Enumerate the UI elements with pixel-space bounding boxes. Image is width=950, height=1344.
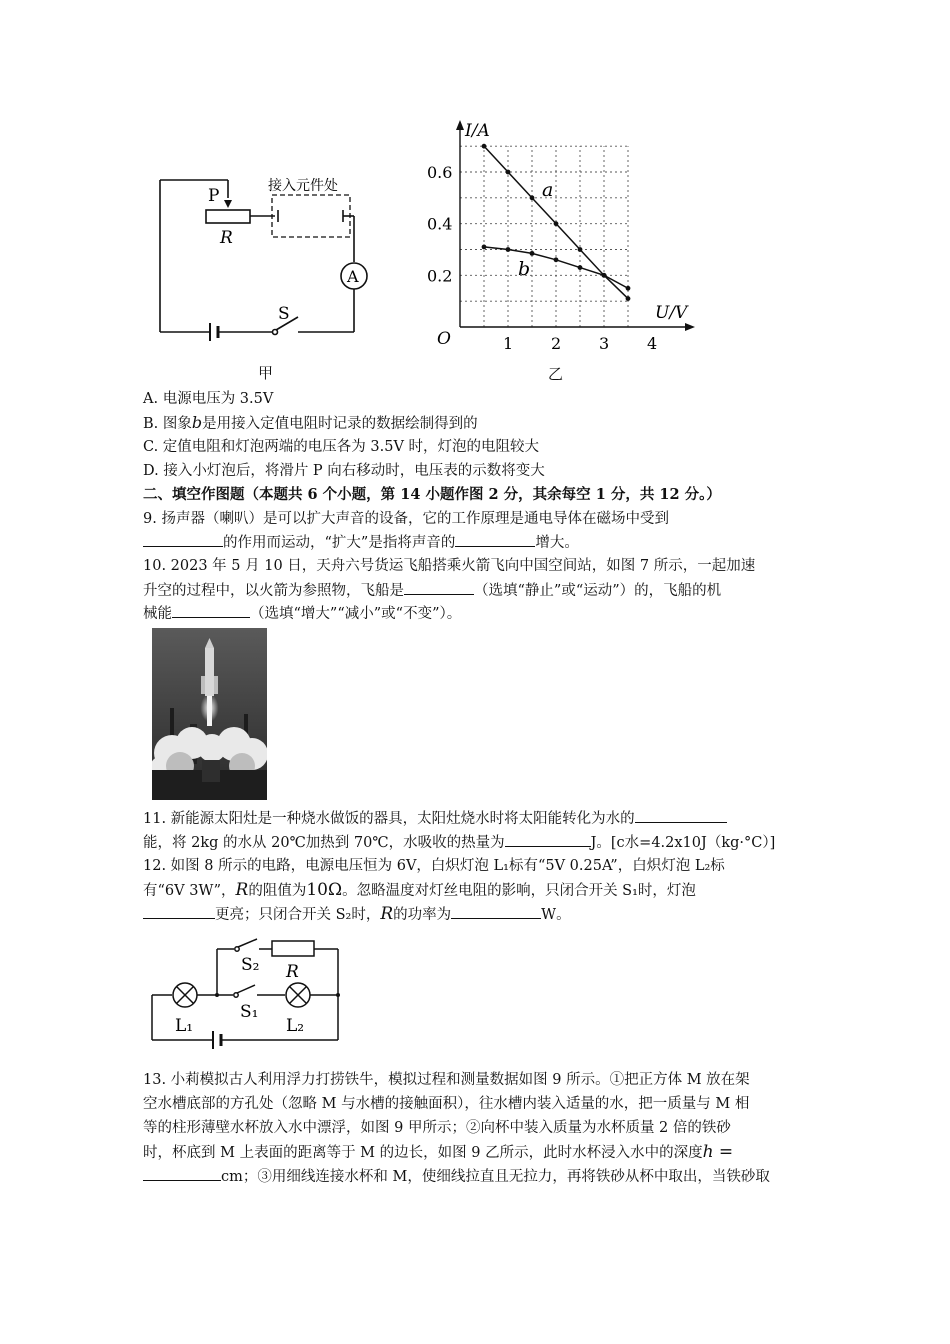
- series-b-point: [578, 265, 583, 270]
- ammeter-label: A: [347, 267, 359, 286]
- series-b-point: [506, 247, 511, 252]
- y-axis-label: I/A: [465, 121, 490, 141]
- q10-blank1[interactable]: [404, 580, 474, 595]
- q13-line5: cm；③用细线连接水杯和 M，使细线拉直且无拉力，再将铁砂从杯中取出，当铁砂取: [143, 1166, 770, 1187]
- option-b: B. 图象b是用接入定值电阻时记录的数据绘制得到的: [143, 413, 478, 432]
- figure-yi-caption: 乙: [548, 365, 564, 383]
- switch-label: S: [278, 304, 290, 324]
- q11-line2: 能，将 2kg 的水从 20℃加热到 70℃，水吸收的热量为 J。[c水=4.2x10J（kg·°C）]: [143, 832, 775, 853]
- x-axis-label: U/V: [655, 303, 688, 323]
- s2-label: S₂: [241, 955, 260, 975]
- q12-line3: 更亮；只闭合开关 S₂时，R的功率为 W。: [143, 904, 571, 925]
- option-c: C. 定值电阻和灯泡两端的电压各为 3.5V 时，灯泡的电阻较大: [143, 439, 540, 455]
- r-label: R: [286, 962, 299, 982]
- series-a-point: [578, 247, 583, 252]
- figure-jia-caption: 甲: [258, 364, 274, 382]
- q10-line3: 械能 （选填“增大”“减小”或“不变”）。: [143, 603, 461, 624]
- x-tick-label: 2: [551, 334, 562, 353]
- origin-label: O: [437, 329, 451, 349]
- q13-blank1[interactable]: [143, 1166, 221, 1181]
- figure8-circuit: [145, 935, 350, 1060]
- x-tick-label: 1: [503, 334, 514, 353]
- l1-label: L₁: [175, 1016, 194, 1036]
- rocket-launch-photo: [152, 628, 267, 800]
- q12-line1: 12. 如图 8 所示的电路，电源电压恒为 6V，白炽灯泡 L₁标有“5V 0.25A”，白炽灯泡 L₂标: [143, 858, 725, 874]
- q10-blank2[interactable]: [172, 603, 250, 618]
- q11-blank1[interactable]: [635, 808, 727, 823]
- option-d: D. 接入小灯泡后，将滑片 P 向右移动时，电压表的示数将变大: [143, 463, 545, 479]
- y-tick-label: 0.4: [427, 214, 453, 234]
- rheostat-label: R: [220, 228, 233, 248]
- l2-label: L₂: [286, 1016, 305, 1036]
- q13-line3: 等的柱形薄壁水杯放入水中漂浮，如图 9 甲所示；②向杯中装入质量为水杯质量 2 倍的铁砂: [143, 1120, 731, 1136]
- slot-label: 接入元件处: [268, 178, 338, 194]
- q13-line1: 13. 小莉模拟古人利用浮力打捞铁牛，模拟过程和测量数据如图 9 所示。①把正方体 M 放在架: [143, 1072, 750, 1088]
- x-tick-label: 4: [647, 334, 658, 353]
- q13-line4: 时，杯底到 M 上表面的距离等于 M 的边长，如图 9 乙所示，此时水杯浸入水中的深度h =: [143, 1142, 734, 1162]
- q10-line1: 10. 2023 年 5 月 10 日，天舟六号货运飞船搭乘火箭飞向中国空间站，如图 7 所示，一起加速: [143, 558, 756, 574]
- series-a-point: [626, 286, 631, 291]
- q12-blank1[interactable]: [143, 904, 215, 919]
- series-a-point: [554, 221, 559, 226]
- option-a: A. 电源电压为 3.5V: [143, 391, 274, 407]
- q11-line1: 11. 新能源太阳灶是一种烧水做饭的器具，太阳灶烧水时将太阳能转化为水的: [143, 808, 727, 829]
- slider-label: P: [208, 186, 220, 206]
- q9-blank2[interactable]: [455, 532, 535, 547]
- q10-line2: 升空的过程中，以火箭为参照物，飞船是 （选填“静止”或“运动”）的，飞船的机: [143, 580, 721, 601]
- series-a-point: [530, 195, 535, 200]
- s1-label: S₁: [240, 1002, 259, 1022]
- rheostat: [206, 210, 250, 223]
- q13-line2: 空水槽底部的方孔处（忽略 M 与水槽的接触面积），往水槽内装入适量的水，把一质量与 M 相: [143, 1096, 750, 1112]
- q9-blank1[interactable]: [143, 532, 223, 547]
- series-b-point: [482, 245, 487, 250]
- series-b-label: b: [518, 258, 531, 280]
- q12-blank2[interactable]: [451, 904, 541, 919]
- series-a-label: a: [542, 179, 554, 201]
- series-a-point: [506, 170, 511, 175]
- series-b-point: [530, 251, 535, 256]
- series-b-point: [626, 296, 631, 301]
- q11-blank2[interactable]: [505, 832, 591, 847]
- series-b-point: [602, 273, 607, 278]
- y-tick-label: 0.6: [427, 163, 453, 182]
- q9-line2: 的作用而运动，“扩大”是指将声音的 增大。: [143, 532, 579, 553]
- section-heading: 二、填空作图题（本题共 6 个小题，第 14 小题作图 2 分，其余每空 1 分，共 12 分。）: [143, 486, 721, 503]
- x-tick-label: 3: [599, 334, 610, 353]
- figure-yi-chart: [425, 112, 710, 357]
- series-a-point: [482, 144, 487, 149]
- figure-jia-circuit: [150, 170, 370, 345]
- series-b-point: [554, 257, 559, 262]
- q12-line2: 有“6V 3W”，R的阻值为10Ω。忽略温度对灯丝电阻的影响，只闭合开关 S₁时，灯泡: [143, 880, 696, 900]
- q9-line1: 9. 扬声器（喇叭）是可以扩大声音的设备，它的工作原理是通电导体在磁场中受到: [143, 511, 669, 527]
- y-tick-label: 0.2: [427, 266, 453, 286]
